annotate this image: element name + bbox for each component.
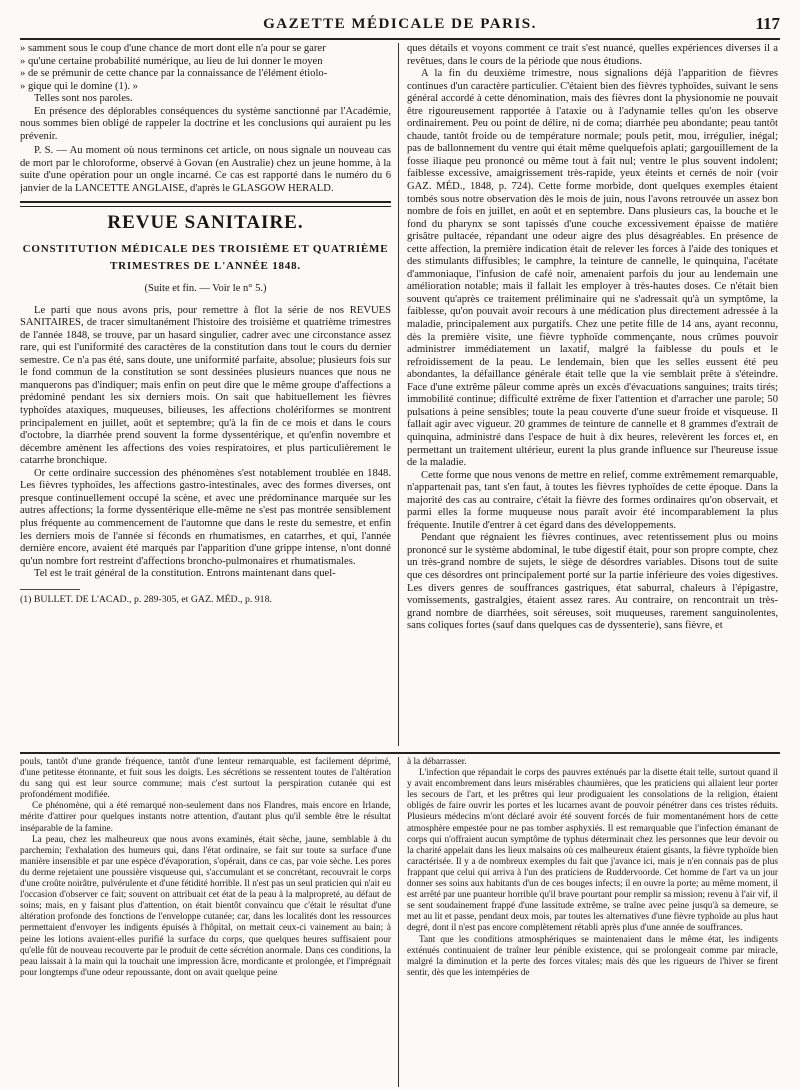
horizontal-divider: [20, 752, 780, 754]
article-title-line: CONSTITUTION MÉDICALE DES TROISIÈME ET QUATRIÈME: [22, 243, 389, 256]
column-divider: [398, 43, 399, 746]
column-divider-bottom: [398, 757, 399, 1087]
quote-line: » de se prémunir de cette chance par la connaissance de l'élément étiolo-: [20, 68, 328, 80]
running-title: GAZETTE MÉDICALE DE PARIS.: [263, 16, 537, 32]
footnote-rule: [20, 589, 80, 590]
paragraph: L'infection que répandait le corps des pauvres exténués par la disette était telle, surtout quand il y avait encombrement dans leurs misérables chaumières, que les praticiens qui allaient leur porter les secours de l'art, et les prêtres qui leur prodiguaient les consolations de la religion, étaient obligés de faire ouvrir les portes et les lucarnes avant de pouvoir pénétrer dans ces tristes réduits. Plusieurs médecins m'ont déclaré avoir été souvent forcés de fuir momentanément hors de cette atmosphère empestée pour ne pas tomber asphyxiés. Il est remarquable que l'infection émanant de corps qui n'offraient aucun symptôme de typhus déterminait chez les personnes que leur devoir ou la charité appelait dans les lieux malsains où ces malheureux étaient gisants, la fièvre typhoïde bien caractérisée. Il y a de nombreux exemples du fait que j'avance ici, mais je n'en connais pas de plus frappant que celui qui arriva à l'un des praticiens de Ruddervoorde. Cet homme de l'art va un jour donner ses soins aux habitants d'un de ces bouges infects; il en ouvre la porte; au même moment, il est arrêté par une puanteur horrible qu'il brave pourtant pour remplir sa mission; revenu à l'air vif, il se sent soudainement frappé d'une lassitude extrême, se traîne avec peine jusqu'à sa demeure, se met au lit et passe, pendant deux mois, par toutes les alternatives d'une fièvre typhoïde au plus haut degré, dont il n'est pas encore complètement rétabli après plus d'une année de souffrances.: [407, 768, 778, 934]
quote-block: [20, 43, 391, 93]
article-paragraph: Le parti que nous avons pris, pour remettre à flot la série de nos REVUES SANITAIRES, de tracer simultanément l'histoire des troisième et quatrième trimestres de l'année 1848, se trouve, par un hasard singulier, cadrer avec une circonstance assez rare, qui est l'uniformité des caractères de la constitution dans tout le cours du dernier semestre. Ce n'a pas été, sans doute, une uniformité parfaite, absolue; plusieurs fois sur le fond commun de la constitution se sont dessinées plusieurs nuances que nous ne manquerons pas d'indiquer; mais enfin on peut dire que le même groupe d'affections a prédominé pendant les six derniers mois. On sait que habituellement les fièvres typhoïdes ataxiques, muqueuses, bilieuses, les affections cholériformes se montrent principalement en juillet, août et septembre; qu'à la fin de ce mois et dans le cours d'octobre, la diarrhée prend souvent la forme dyssentérique, et qu'enfin novembre et décembre amènent les affections des voies respiratoires, et plus particulièrement le catarrhe bronchique.: [20, 304, 391, 467]
paragraph: pouls, tantôt d'une grande fréquence, tantôt d'une lenteur remarquable, est facilement déprimé, d'une petitesse étonnante, et fuit sous les doigts. Les sécrétions se ressentent toutes de l'altération du sang qui est leur source commune; mais c'est surtout la perspiration cutanée qui est profondément modifiée.: [20, 757, 391, 801]
footnote: (1) BULLET. DE L'ACAD., p. 289-305, et GAZ. MÉD., p. 918.: [20, 593, 272, 605]
paragraph: à la débarrasser.: [407, 757, 467, 767]
paragraph: Ce phénomène, qui a été remarqué non-seulement dans nos Flandres, mais encore en Irlande, mérite d'attirer pour quelques instants notre attention, d'autant plus qu'il semble être le résultat inséparable de la famine.: [20, 801, 391, 834]
article-paragraph: Or cette ordinaire succession des phénomènes s'est notablement troublée en 1848. Les fièvres typhoïdes, les affections gastro-intestinales, avec des formes diverses, ont presque continuellement occupé la scène, et avec une prédominance marquée sur les autres affections; la forme dyssentérique elle-même ne s'est pas montrée sensiblement plus fréquente au commencement de l'automne que dans le reste du semestre, et enfin les derniers mois de l'année si féconds en rhumatismes, en catarrhes, et qui, l'année dernière encore, avaient été marqués par l'apparition d'une grippe intense, n'ont donné qu'un nombre fort restreint d'affections broncho-pulmonaires et rhumatismales.: [20, 467, 391, 567]
left-column: [20, 43, 391, 748]
quote-line: » samment sous le coup d'une chance de mort dont elle n'a pour se garer: [20, 43, 326, 54]
section-rule: [20, 201, 391, 203]
article-title-line: TRIMESTRES DE L'ANNÉE 1848.: [110, 260, 301, 273]
page-header: [20, 12, 780, 34]
bottom-right-column: [407, 757, 778, 1087]
postscript-paragraph: P. S. — Au moment où nous terminons cet article, on nous signale un nouveau cas de mort par le chloroforme, observé à Govan (en Australie) chez un jeune homme, à la suite d'une opération pour un ongle incarné. Ce cas est rapporté dans le numéro du 6 janvier de la LANCETTE ANGLAISE, d'après le GLASGOW HERALD.: [20, 145, 391, 195]
paragraph: A la fin du deuxième trimestre, nous signalions déjà l'apparition de fièvres continues d'un caractère particulier. C'étaient bien des fièvres typhoïdes, suivant le sens général accordé à cette dénomination, mais des fièvres dont la physionomie ne pouvait être rigoureusement rapportée à l'ataxie ou à l'adynamie telles qu'on les observe ordinairement. Peu ou point de délire, ni de coma; diarrhée peu abondante; peau tantôt chaude, tantôt froide ou de température normale; pouls petit, mou, irrégulier, inégal; pas de ballonnement du ventre qui était même quelquefois aplati; gargouillement de la fosse iliaque peu prononcé ou même tout à fait nul; ventre le plus souvent indolent; faiblesse excessive, amaigrissement très-rapide, yeux éteints et cernés de noir (voir GAZ. MÉD., 1848, p. 724). Cette forme morbide, dont quelques exemples étaient tombés sous notre observation dès le mois de juin, nous l'avons retrouvée un assez bon nombre de fois en juillet, en août et en septembre. Dans plusieurs cas, la bouche et le fond du pharynx se sont tapissés d'une couche excessivement épaisse de matière grisâtre pultacée, répandant une odeur aigre des plus désagréables. En présence de cette affection, la première indication était de relever les forces à l'aide des toniques et des stimulants diffusibles; le camphre, la teinture de cannelle, le quinquina, l'acétate d'ammoniaque, l'infusion de café noir, amenaient parfois du jour au lendemain une amélioration notable; mais il fallait les employer à très-hautes doses. Ce n'était bien souvent qu'après ce traitement préliminaire qui ne s'adressait qu'à un symptôme, la faiblesse, qu'on pouvait avoir recours à une médication plus directement adressée à la maladie, principalement aux purgatifs. Chez une petite fille de 14 ans, ayant reconnu, dès la première visite, une fièvre typhoïde commençante, nous crûmes pouvoir administrer immédiatement un laxatif, malgré la faiblesse du pouls et le refroidissement de la peau. Le lendemain, bien que les selles eussent été peu abondantes, la défaillance générale était telle que la vie semblait prête à s'éteindre. Face d'une extrême pâleur comme après un excès d'évacuations sanguines; traits tirés; immobilité continue; difficulté extrême de fixer l'attention et d'arracher une parole; 50 pulsations à peine sensibles; toute la peau couverte d'une sueur froide et visqueuse. Il fallait agir avec vigueur. 20 grammes de teinture de cannelle et 8 grammes d'extrait de quinquina, administré dans l'espace de huit à dix heures, relevèrent les forces et, en permettant un traitement ultérieur, eurent la plus grande influence sur l'heureuse issue de la maladie.: [407, 68, 778, 469]
paragraph: ques détails et voyons comment ce trait s'est nuancé, quelles expériences diverses il a revêtues, dans le cours de la période que nous étudions.: [407, 43, 778, 67]
paragraph: Cette forme que nous venons de mettre en relief, comme extrêmement remarquable, n'appartenait pas, tant s'en faut, à toutes les fièvres typhoïdes de cette époque. Dans la majorité des cas au contraire, c'était la fièvre des formes ordinaires qu'on observait, et parmi elles la forme muqueuse nous paraît avoir été incomparablement la plus fréquente. Inutile d'entrer à cet égard dans des développements.: [407, 469, 778, 531]
quote-line: » qu'une certaine probabilité numérique, au lieu de lui donner le moyen: [20, 55, 323, 67]
paragraph: La peau, chez les malheureux que nous avons examinés, était sèche, jaune, semblable à du parchemin; l'exhalation des humeurs qui, dans l'état ordinaire, se fait sur toute sa surface d'une manière insensible et par une espèce d'évaporation, s'opérait, dans ce cas, par voie sèche. Les pores du derme rejetaient une poussière visqueuse qui, s'accumulant et se concrétant, recouvrait le corps d'une croûte noirâtre, pulvérulente et d'une fétidité horrible. Il n'est pas un seul praticien qui n'ait eu l'occasion d'observer ce fait; souvent on attribuait cet état de la peau à la malpropreté, au défaut de soins; mais, en y faisant plus d'attention, on était bientôt convaincu que c'était le résultat d'une altération profonde des fonctions de l'enveloppe cutanée; car, dans les localités dont les ressources permettaient d'envoyer les indigents épuisés à l'hôpital, on mettait ceux-ci vainement au bain; à peine les lotions avaient-elles purifié la surface du corps, que quelques heures suffisaient pour qu'elle fût de nouveau recouverte par le produit de cette sécrétion anormale. Dans ces conditions, la peau laissait à la main qui la touchait une impression âcre, mordicante et prolongée, et l'imprégnait pour longtemps d'une odeur repoussante, dont on avait quelque peine: [20, 834, 391, 978]
right-column: [407, 43, 778, 748]
header-rule: [20, 38, 780, 40]
section-rule-thin: [20, 206, 391, 207]
article-paragraph: Tel est le trait général de la constitution. Entrons maintenant dans quel-: [34, 568, 336, 580]
continuation-note: (Suite et fin. — Voir le n° 5.): [144, 283, 267, 295]
page-number: 117: [755, 14, 780, 33]
paragraph: Telles sont nos paroles.: [34, 93, 133, 105]
quote-line: » gique qui le domine (1). »: [20, 80, 138, 92]
article-title: [20, 241, 391, 275]
paragraph: Tant que les conditions atmosphériques se maintenaient dans le même état, les indigents exténués continuaient de traîner leur pénible existence, qui se prolongeait comme par miracle, malgré la diminution et la perte des forces vitales; mais dès que les rigueurs de l'hiver se firent sentir, dès que les intempéries de: [407, 934, 778, 978]
paragraph: En présence des déplorables conséquences du système sanctionné par l'Académie, nous sommes bien obligé de rappeler la doctrine et les conclusions qui auraient pu les prévenir.: [20, 105, 391, 142]
section-title: REVUE SANITAIRE.: [107, 211, 304, 233]
bottom-left-column: [20, 757, 391, 1087]
paragraph: Pendant que régnaient les fièvres continues, avec retentissement plus ou moins prononcé sur le système abdominal, le tube digestif était, pour son propre compte, chez un très-grand nombre de sujets, le siège de désordres variables. Disons tout de suite que ces désordres ont principalement porté sur la partie inférieure des voies digestives. Les divers genres de souffrances gastriques, état saburral, chaleurs à l'épigastre, vomissements, gastralgies, étaient assez rares. Au contraire, on rencontrait un très-grand nombre de diarrhées, soit séreuses, soit muqueuses, rarement sanguinolentes, sans coliques fortes (sauf dans quelques cas de dyssenterie), sans fièvre, et: [407, 532, 778, 632]
